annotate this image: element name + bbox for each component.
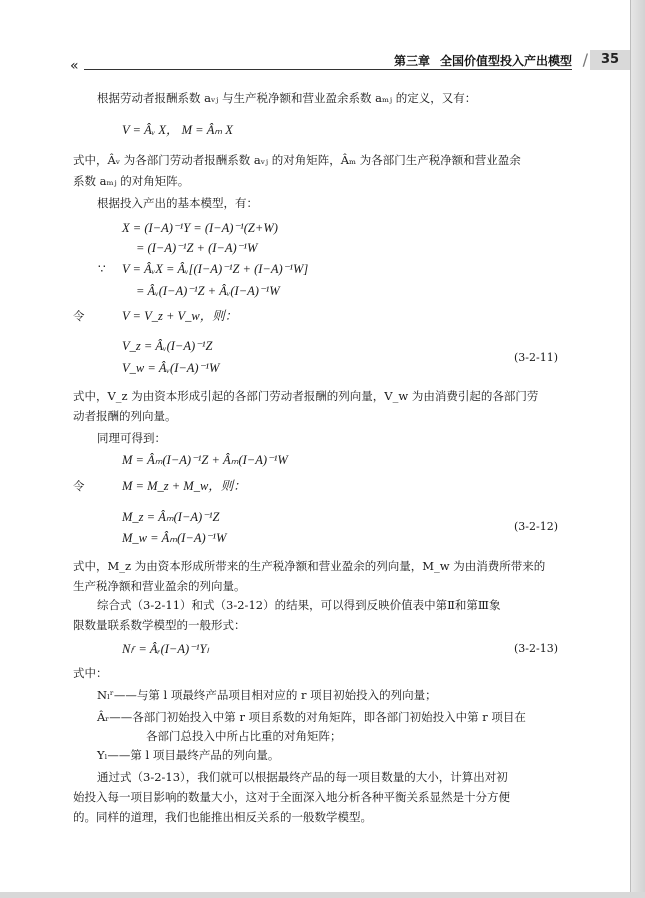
- page-edge-right: [630, 0, 645, 898]
- paragraph-where: 式中：: [73, 666, 108, 680]
- page-number: 35: [590, 50, 630, 70]
- chapter-label: 第三章: [393, 54, 430, 68]
- paragraph-def-line2: 系数 aₘⱼ 的对角矩阵。: [73, 174, 190, 188]
- definition-ar-line1: Âᵣ——各部门初始投入中第 r 项目系数的对角矩阵，即各部门初始投入中第 r 项目在: [97, 710, 526, 724]
- equation-v-m: V = Âᵥ X， M = Âₘ X: [122, 123, 233, 137]
- equation-m: M = Âₘ(I−A)⁻¹Z + Âₘ(I−A)⁻¹W: [122, 453, 288, 467]
- equation-x-line1: X = (I−A)⁻¹Y = (I−A)⁻¹(Z+W): [122, 221, 278, 235]
- paragraph-conclusion-line2: 始投入每一项目影响的数量大小，这对于全面深入地分析各种平衡关系显然是十分方便: [73, 790, 510, 804]
- header-divider: /: [582, 50, 588, 69]
- header-title: [384, 52, 572, 69]
- paragraph-def-line1: 式中，Âᵥ 为各部门劳动者报酬系数 aᵥⱼ 的对角矩阵，Âₘ 为各部门生产税净额和营业盈余: [73, 153, 521, 167]
- header-rule: [84, 69, 572, 70]
- equation-number-3-2-13: (3-2-13): [514, 642, 559, 655]
- equation-vz: V_z = Âᵥ(I−A)⁻¹Z: [122, 339, 213, 353]
- chapter-title: 全国价值型投入产出模型: [439, 54, 572, 68]
- equation-mw: M_w = Âₘ(I−A)⁻¹W: [122, 531, 227, 545]
- equation-nlr: Nₗʳ = Âᵣ(I−A)⁻¹Yₗ: [122, 642, 209, 656]
- paragraph-combine-line2: 限数量联系数学模型的一般形式：: [73, 618, 246, 632]
- double-chevron-left-icon: «: [70, 58, 76, 74]
- paragraph-combine-line1: 综合式（3-2-11）和式（3-2-12）的结果，可以得到反映价值表中第Ⅱ和第Ⅲ象: [97, 598, 501, 612]
- paragraph-vz-line1: 式中，V_z 为由资本形成引起的各部门劳动者报酬的列向量，V_w 为由消费引起的各部门劳: [73, 389, 539, 403]
- equation-v-line1: V = ÂᵥX = Âᵥ[(I−A)⁻¹Z + (I−A)⁻¹W]: [122, 262, 309, 276]
- equation-m-split: M = M_z + M_w，则：: [122, 479, 246, 493]
- paragraph-conclusion-line3: 的。同样的道理，我们也能推出相反关系的一般数学模型。: [73, 810, 372, 824]
- because-symbol: ∵: [98, 262, 106, 276]
- paragraph-similarly: 同理可得到：: [97, 431, 166, 445]
- paragraph-conclusion-line1: 通过式（3-2-13），我们就可以根据最终产品的每一项目数量的大小，计算出对初: [97, 770, 508, 784]
- definition-nlr: Nₗʳ——与第 l 项最终产品项目相对应的 r 项目初始投入的列向量；: [97, 688, 437, 702]
- definition-yl: Yₗ——第 l 项目最终产品的列向量。: [97, 748, 280, 762]
- paragraph-intro: 根据劳动者报酬系数 aᵥⱼ 与生产税净额和营业盈余系数 aₘⱼ 的定义，又有：: [97, 91, 477, 105]
- paragraph-mz-line2: 生产税净额和营业盈余的列向量。: [73, 579, 246, 593]
- let-label-1: 令: [73, 309, 85, 323]
- definition-ar-line2: 各部门总投入中所占比重的对角矩阵；: [146, 729, 342, 743]
- running-header: [70, 50, 630, 72]
- equation-mz: M_z = Âₘ(I−A)⁻¹Z: [122, 510, 220, 524]
- paragraph-vz-line2: 动者报酬的列向量。: [73, 409, 177, 423]
- equation-number-3-2-11: (3-2-11): [514, 351, 559, 364]
- paragraph-mz-line1: 式中，M_z 为由资本形成所带来的生产税净额和营业盈余的列向量，M_w 为由消费所带来的: [73, 559, 546, 573]
- let-label-2: 令: [73, 479, 85, 493]
- equation-x-line2: = (I−A)⁻¹Z + (I−A)⁻¹W: [136, 241, 258, 255]
- paragraph-basic-model: 根据投入产出的基本模型，有：: [97, 196, 258, 210]
- equation-v-line2: = Âᵥ(I−A)⁻¹Z + Âᵥ(I−A)⁻¹W: [136, 284, 280, 298]
- equation-number-3-2-12: (3-2-12): [514, 520, 559, 533]
- equation-vw: V_w = Âᵥ(I−A)⁻¹W: [122, 361, 220, 375]
- equation-v-split: V = V_z + V_w，则：: [122, 309, 238, 323]
- page-edge-bottom: [0, 892, 645, 898]
